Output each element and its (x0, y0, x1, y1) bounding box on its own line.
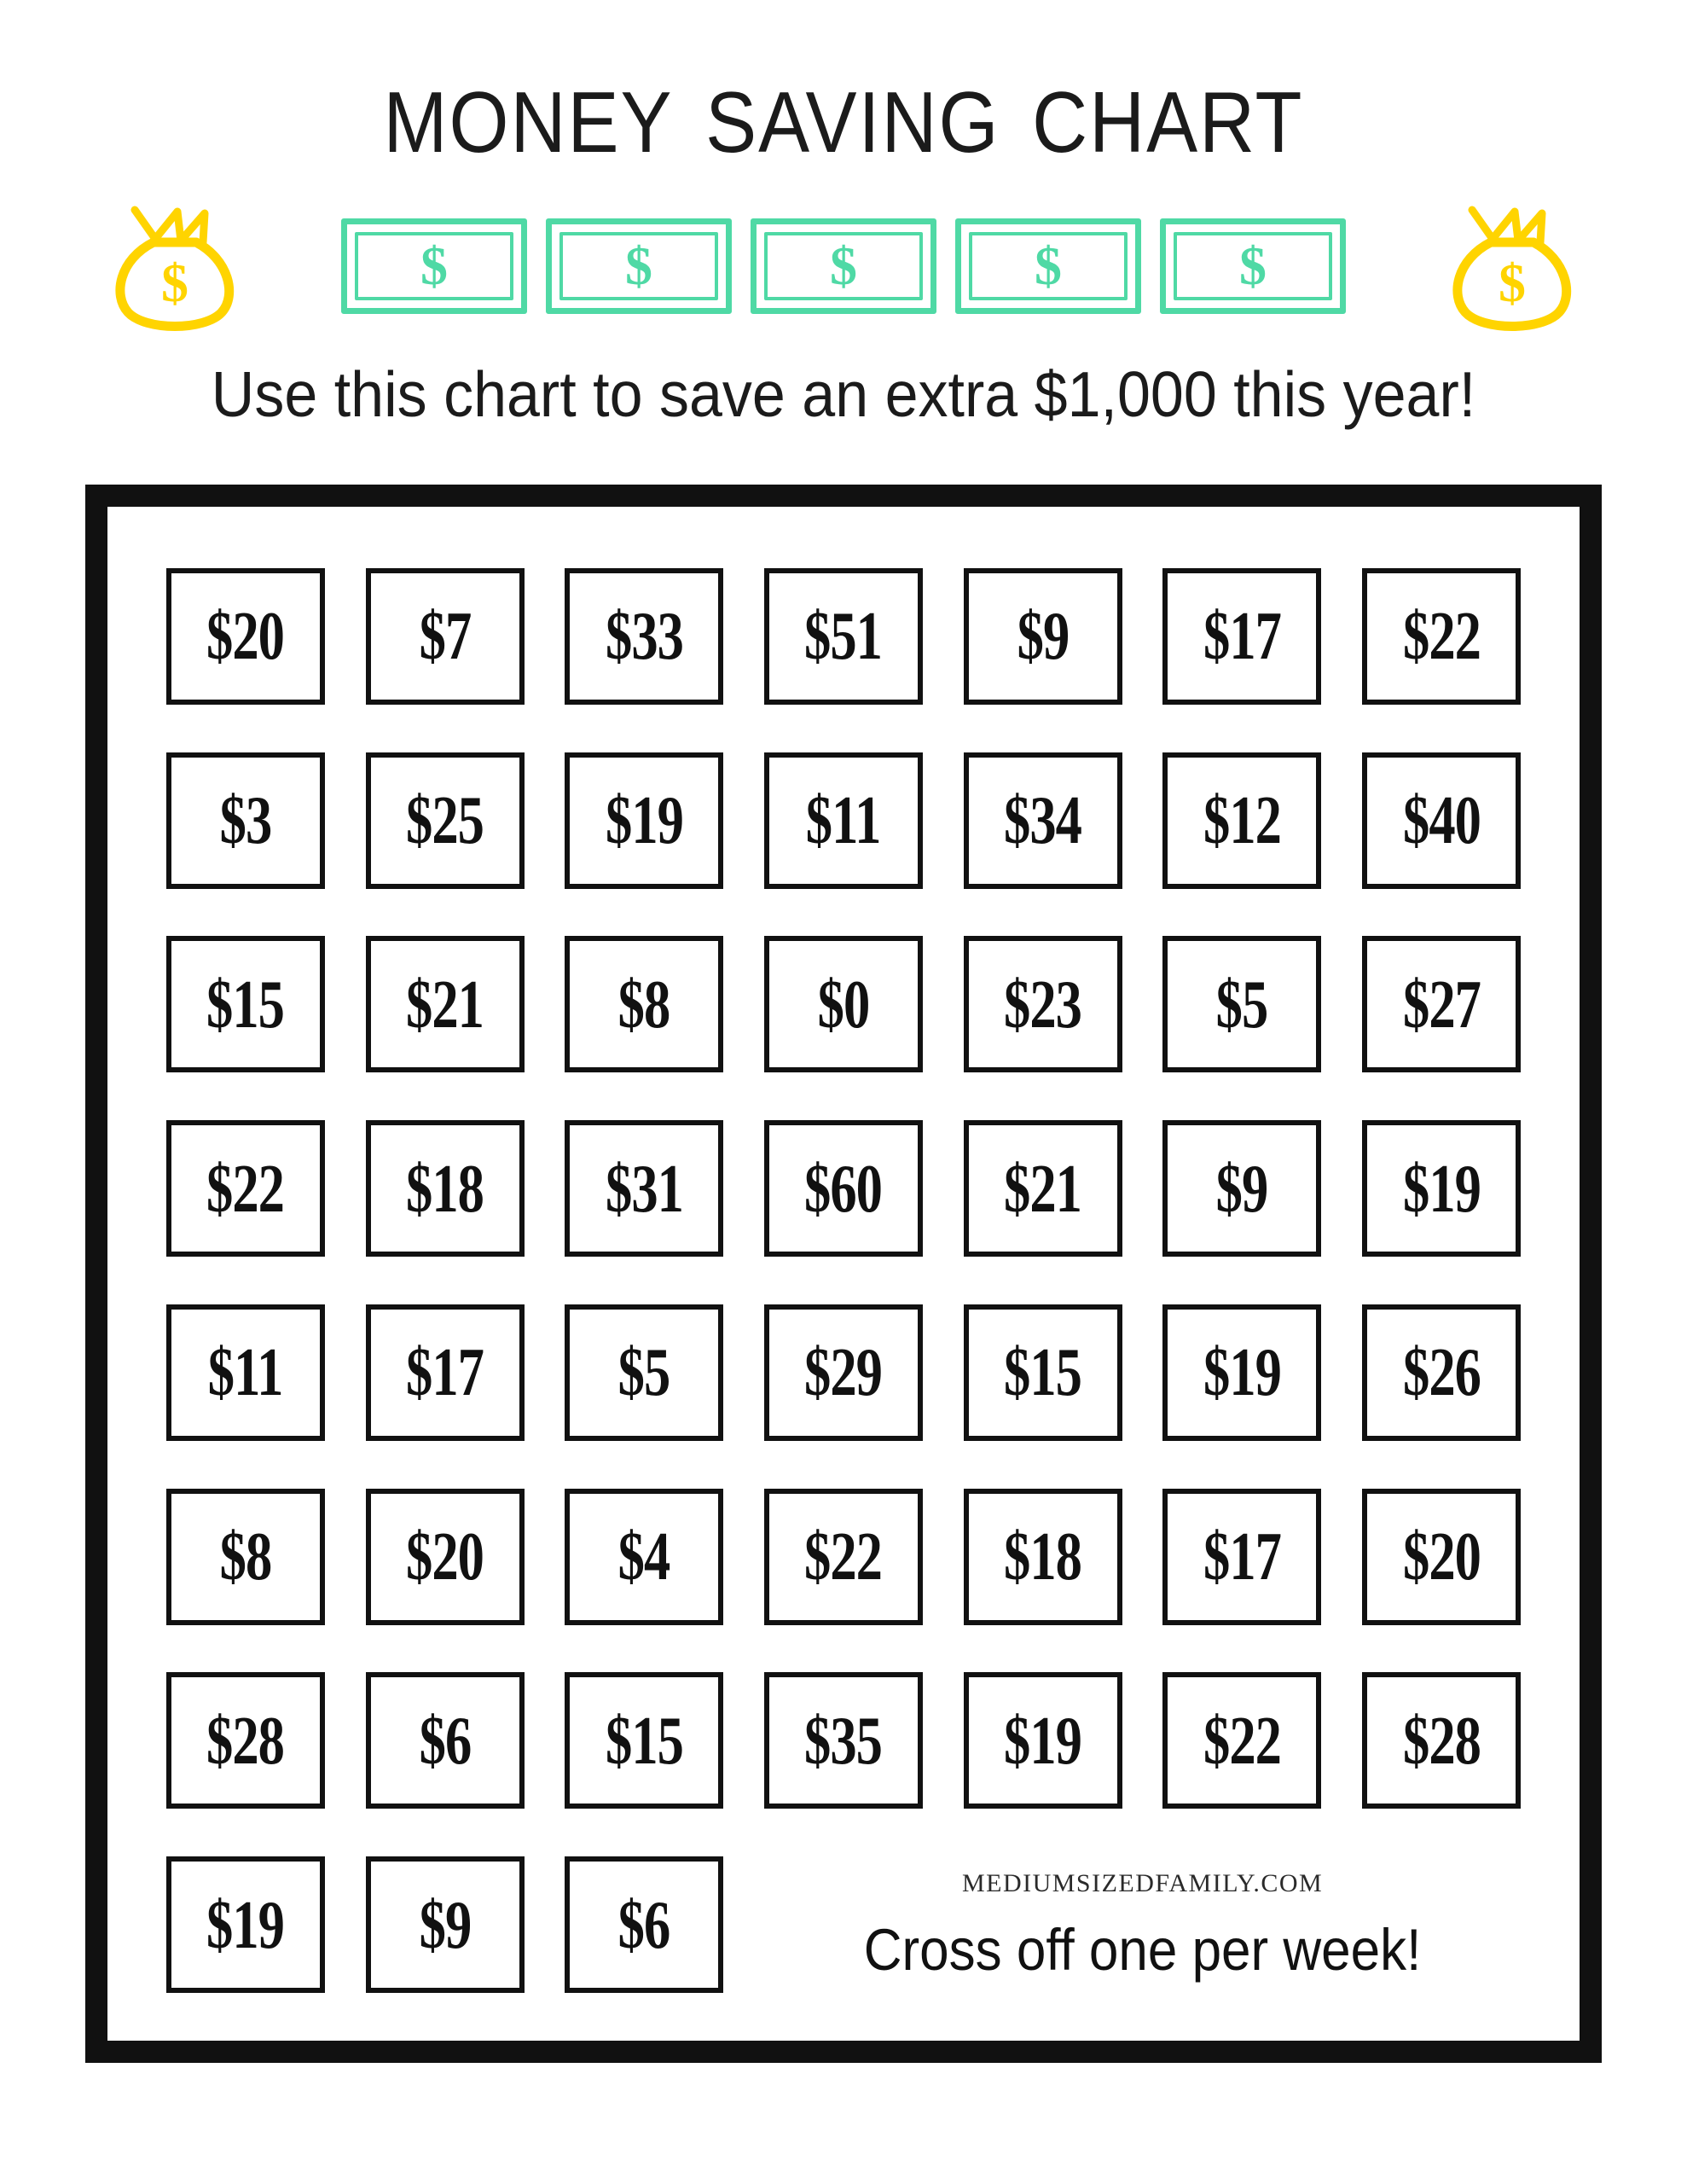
savings-cell[interactable] (166, 1304, 325, 1441)
savings-cell[interactable] (1362, 752, 1521, 889)
savings-cell-amount: $23 (1004, 965, 1082, 1043)
savings-cell[interactable] (1362, 1120, 1521, 1257)
savings-cell-amount: $18 (406, 1149, 484, 1227)
savings-cell[interactable] (565, 1856, 723, 1993)
savings-cell[interactable] (1362, 568, 1521, 705)
savings-cell[interactable] (166, 568, 325, 705)
dollar-sign-icon: $ (625, 235, 652, 296)
savings-cell[interactable] (565, 1672, 723, 1809)
savings-cell-amount: $22 (206, 1149, 285, 1227)
savings-cell[interactable] (964, 1672, 1122, 1809)
savings-cell[interactable] (964, 568, 1122, 705)
savings-cell-amount: $20 (406, 1518, 484, 1594)
savings-cell[interactable] (1162, 568, 1321, 705)
savings-cell-amount: $20 (206, 597, 285, 675)
savings-cell[interactable] (1162, 752, 1321, 889)
savings-cell[interactable] (565, 1304, 723, 1441)
savings-cell-amount: $35 (804, 1701, 883, 1779)
savings-grid (155, 555, 1532, 2007)
savings-cell[interactable] (1162, 1304, 1321, 1441)
savings-cell[interactable] (366, 1304, 525, 1441)
savings-cell-amount: $28 (206, 1701, 285, 1779)
savings-cell-amount: $20 (1402, 1518, 1481, 1594)
savings-cell-amount: $15 (605, 1701, 683, 1779)
savings-cell-amount: $6 (419, 1701, 471, 1779)
savings-cell-amount: $6 (617, 1885, 670, 1963)
savings-cell[interactable] (166, 752, 325, 889)
savings-cell[interactable] (764, 1672, 923, 1809)
savings-cell[interactable] (1162, 936, 1321, 1072)
savings-cell-amount: $11 (208, 1333, 283, 1411)
bill-note (751, 218, 936, 314)
savings-cell[interactable] (764, 936, 923, 1072)
savings-cell-amount: $12 (1203, 781, 1281, 858)
savings-cell-amount: $9 (1216, 1149, 1268, 1227)
bill-note (955, 218, 1141, 314)
savings-cell-amount: $17 (406, 1333, 484, 1411)
dollar-sign-icon: $ (830, 235, 857, 296)
bill-decoration-row (0, 198, 1687, 334)
savings-cell[interactable] (764, 1489, 923, 1625)
savings-cell-amount: $19 (206, 1885, 285, 1963)
savings-cell[interactable] (366, 568, 525, 705)
savings-cell[interactable] (565, 568, 723, 705)
savings-cell-amount: $15 (1004, 1333, 1082, 1411)
savings-cell-amount: $9 (1017, 597, 1070, 675)
savings-cell-amount: $17 (1203, 597, 1281, 675)
savings-cell[interactable] (166, 936, 325, 1072)
savings-cell[interactable] (166, 1120, 325, 1257)
savings-cell-amount: $40 (1402, 781, 1481, 858)
savings-cell-amount: $5 (617, 1333, 670, 1411)
savings-cell-amount: $21 (406, 965, 484, 1043)
savings-cell[interactable] (166, 1489, 325, 1625)
savings-cell-amount: $22 (1402, 597, 1481, 675)
savings-cell-amount: $5 (1216, 965, 1268, 1043)
savings-cell[interactable] (964, 1120, 1122, 1257)
svg-text:$: $ (1499, 253, 1526, 313)
savings-cell[interactable] (964, 936, 1122, 1072)
savings-cell[interactable] (1362, 1304, 1521, 1441)
savings-chart-frame (85, 485, 1602, 2063)
money-bag-icon-right (1440, 203, 1585, 331)
savings-cell[interactable] (366, 752, 525, 889)
dollar-sign-icon: $ (1035, 235, 1062, 296)
instruction-text: Cross off one per week! (863, 1918, 1422, 1984)
header (0, 0, 1687, 431)
savings-cell-amount: $7 (419, 597, 471, 675)
savings-cell[interactable] (565, 1120, 723, 1257)
savings-cell[interactable] (1162, 1489, 1321, 1625)
savings-cell-amount: $60 (804, 1149, 883, 1227)
savings-cell-amount: $26 (1402, 1333, 1481, 1411)
savings-cell-amount: $3 (219, 781, 272, 858)
savings-cell[interactable] (764, 568, 923, 705)
savings-cell-amount: $25 (406, 781, 484, 858)
savings-cell-amount: $15 (206, 965, 285, 1043)
savings-cell[interactable] (1162, 1672, 1321, 1809)
savings-cell-amount: $4 (617, 1518, 670, 1594)
bill-list (0, 198, 1687, 334)
savings-cell[interactable] (565, 752, 723, 889)
savings-cell-amount: $22 (804, 1518, 883, 1594)
savings-cell-amount: $18 (1004, 1518, 1082, 1594)
savings-cell[interactable] (366, 936, 525, 1072)
savings-cell-amount: $19 (605, 781, 683, 858)
savings-cell[interactable] (764, 752, 923, 889)
savings-cell[interactable] (964, 752, 1122, 889)
savings-cell-amount: $31 (605, 1149, 683, 1227)
savings-cell-amount: $19 (1004, 1701, 1082, 1779)
savings-cell[interactable] (764, 1120, 923, 1257)
footer-note (753, 1843, 1532, 2007)
savings-cell-amount: $33 (605, 597, 683, 675)
savings-cell[interactable] (964, 1304, 1122, 1441)
page-title: money saving chart (383, 42, 1304, 179)
savings-cell[interactable] (366, 1489, 525, 1625)
savings-cell[interactable] (964, 1489, 1122, 1625)
savings-cell-amount: $27 (1402, 965, 1481, 1043)
savings-cell[interactable] (166, 1856, 325, 1993)
savings-cell-amount: $21 (1004, 1149, 1082, 1227)
savings-cell[interactable] (764, 1304, 923, 1441)
savings-cell-amount: $11 (806, 781, 881, 858)
bill-note (341, 218, 527, 314)
savings-cell-amount: $0 (817, 965, 870, 1043)
site-credit: MEDIUMSIZEDFAMILY.COM (961, 1868, 1324, 1897)
savings-cell-amount: $29 (804, 1333, 883, 1411)
savings-cell[interactable] (1362, 1672, 1521, 1809)
savings-cell-amount: $28 (1402, 1701, 1481, 1779)
savings-cell-amount: $9 (419, 1885, 471, 1963)
savings-cell-amount: $17 (1203, 1518, 1281, 1594)
page-subtitle: Use this chart to save an extra $1,000 this year! (211, 357, 1476, 431)
savings-cell[interactable] (565, 1489, 723, 1625)
bill-note (1160, 218, 1346, 314)
savings-cell[interactable] (366, 1672, 525, 1809)
dollar-sign-icon: $ (1239, 235, 1267, 296)
bill-note (546, 218, 732, 314)
savings-cell[interactable] (565, 936, 723, 1072)
dollar-sign-icon: $ (420, 235, 448, 296)
money-bag-icon-left (102, 203, 247, 331)
savings-cell-amount: $19 (1203, 1333, 1281, 1411)
savings-cell-amount: $34 (1004, 781, 1082, 858)
savings-cell-amount: $8 (617, 965, 670, 1043)
savings-cell[interactable] (1162, 1120, 1321, 1257)
savings-cell[interactable] (1362, 1489, 1521, 1625)
savings-cell[interactable] (366, 1120, 525, 1257)
svg-text:$: $ (161, 253, 188, 313)
savings-cell[interactable] (166, 1672, 325, 1809)
savings-cell[interactable] (366, 1856, 525, 1993)
savings-cell-amount: $51 (804, 597, 883, 675)
savings-cell-amount: $22 (1203, 1701, 1281, 1779)
savings-cell-amount: $8 (219, 1518, 272, 1594)
savings-cell[interactable] (1362, 936, 1521, 1072)
savings-cell-amount: $19 (1402, 1149, 1481, 1227)
